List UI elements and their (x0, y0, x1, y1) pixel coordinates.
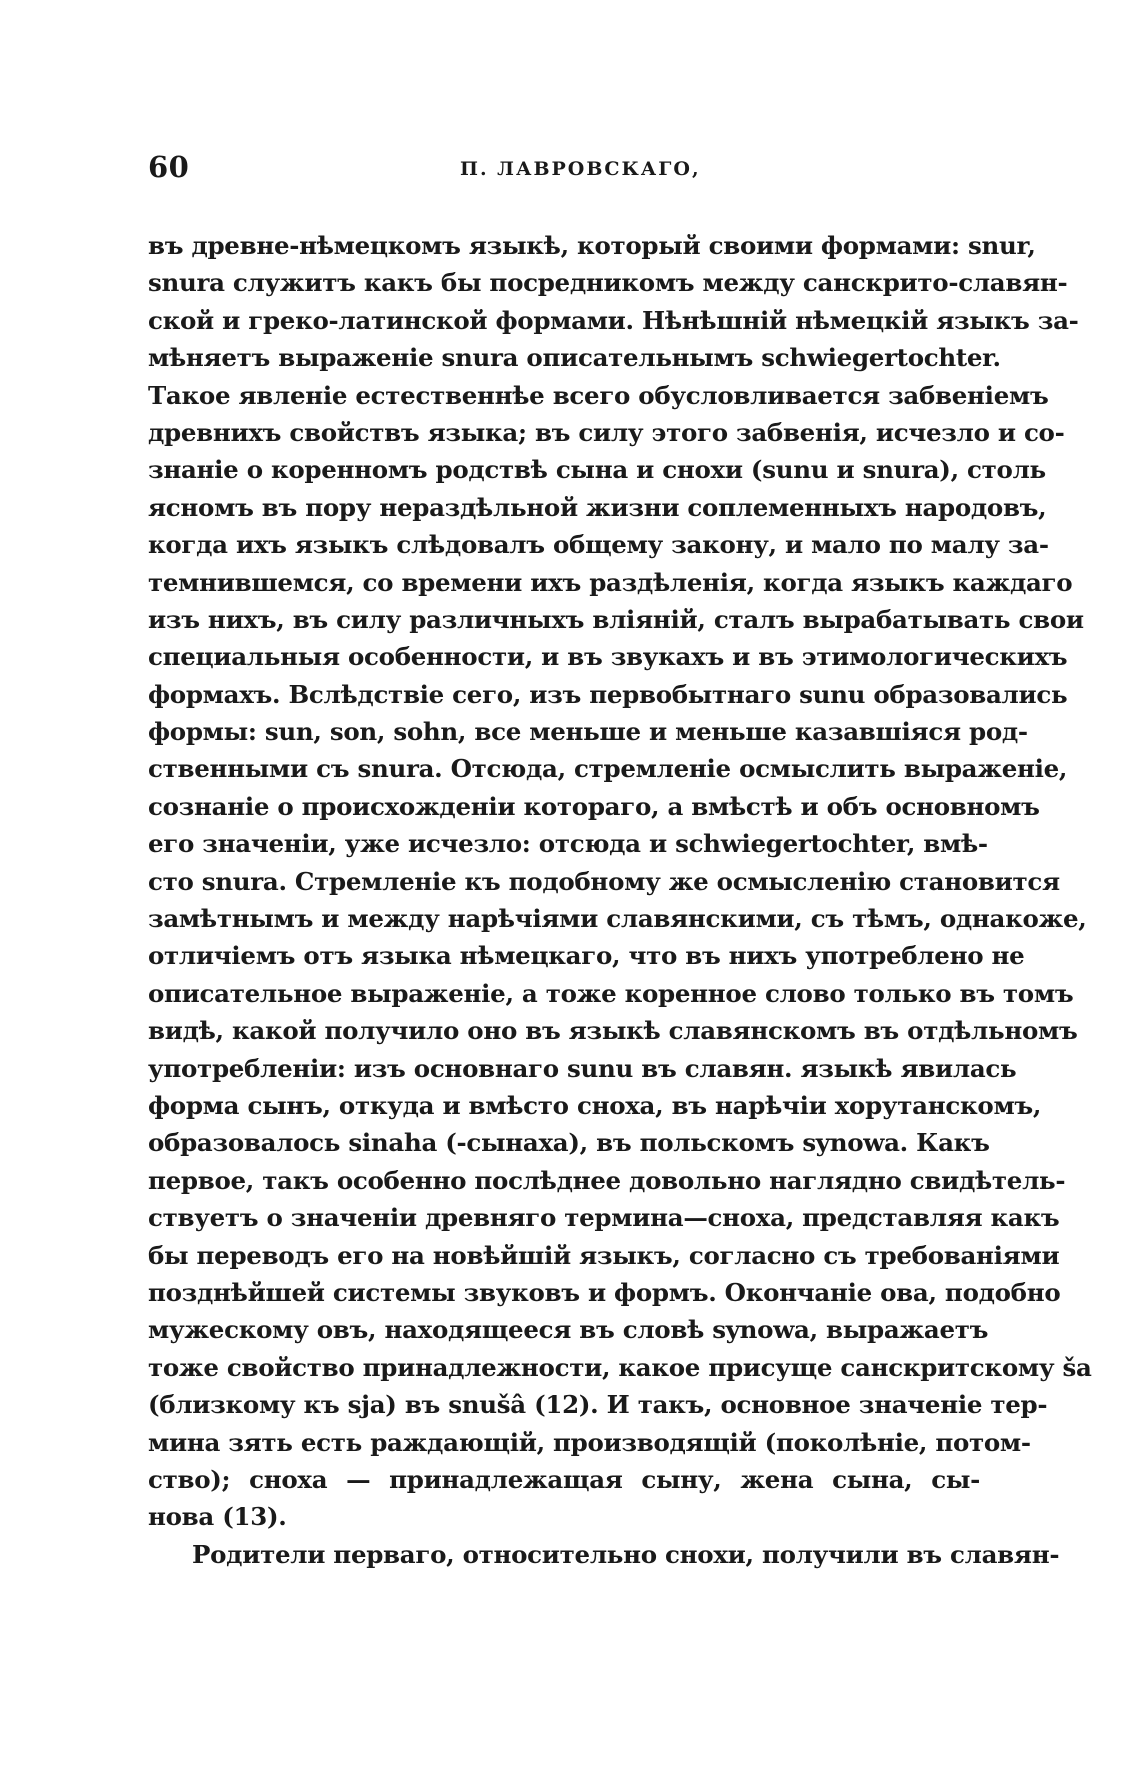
text-line: ственными съ snura. Отсюда, стремленіе осмыслить выраженіе, (148, 754, 1068, 784)
text-line: отличіемъ отъ языка нѣмецкаго, что въ нихъ употреблено не (148, 941, 1025, 971)
text-line: позднѣйшей системы звуковъ и формъ. Окончаніе ова, подобно (148, 1277, 1061, 1307)
text-line: сознаніе о происхожденіи котораго, а вмѣстѣ и объ основномъ (148, 791, 1040, 821)
text-line: форма сынъ, откуда и вмѣсто сноха, въ нарѣчіи хорутанскомъ, (148, 1090, 1042, 1120)
text-line: ство); сноха — принадлежащая сыну, жена сына, сы- (148, 1464, 980, 1494)
text-line: бы переводъ его на новѣйшій языкъ, согласно съ требованіями (148, 1240, 1060, 1270)
text-line: образовалось sinaha (-сынаха), въ польскомъ synowa. Какъ (148, 1128, 990, 1158)
text-line: формахъ. Вслѣдствіе сего, изъ первобытнаго sunu образовались (148, 679, 1068, 709)
text-line: древнихъ свойствъ языка; въ силу этого забвенія, исчезло и со- (148, 417, 1065, 447)
body-text (148, 227, 1092, 1573)
text-line-paragraph-start: Родители перваго, относительно снохи, получили въ славян- (192, 1539, 1060, 1569)
text-line: snura служитъ какъ бы посредникомъ между санскрито-славян- (148, 268, 1068, 298)
text-line: специальныя особенности, и въ звукахъ и въ этимологическихъ (148, 642, 1068, 672)
text-line: темнившемся, со времени ихъ раздѣленія, когда языкъ каждаго (148, 567, 1073, 597)
page-number: 60 (148, 150, 190, 184)
text-line: его значеніи, уже исчезло: отсюда и schwiegertochter, вмѣ- (148, 829, 988, 859)
text-line: когда ихъ языкъ слѣдовалъ общему закону, и мало по малу за- (148, 530, 1049, 560)
text-line: мужескому овъ, находящееся въ словѣ synowa, выражаетъ (148, 1315, 989, 1345)
text-line: тоже свойство принадлежности, какое присуще санскритскому ša (148, 1352, 1092, 1382)
text-line: употребленіи: изъ основнаго sunu въ славян. языкѣ явилась (148, 1053, 1017, 1083)
text-line: ской и греко-латинской формами. Нѣнѣшній нѣмецкій языкъ за- (148, 305, 1079, 335)
text-line: описательное выраженіе, а тоже коренное слово только въ томъ (148, 978, 1074, 1008)
text-line: замѣтнымъ и между нарѣчіями славянскими, съ тѣмъ, однакоже, (148, 904, 1087, 934)
text-line: ствуетъ о значеніи древняго термина—сноха, представляя какъ (148, 1203, 1060, 1233)
text-line-paragraph-end: нова (13). (148, 1502, 287, 1532)
text-line: (близкому къ sja) въ snušâ (12). И такъ, основное значеніе тер- (148, 1390, 1048, 1420)
text-line: формы: sun, son, sohn, все меньше и меньше казавшіяся род- (148, 717, 1028, 747)
page-header (148, 150, 978, 190)
text-line: мина зять есть раждающій, производящій (поколѣніе, потом- (148, 1427, 1031, 1457)
text-line: изъ нихъ, въ силу различныхъ вліяній, сталъ вырабатывать свои (148, 604, 1084, 634)
text-line: мѣняетъ выраженіе snura описательнымъ schwiegertochter. (148, 343, 1001, 373)
text-line: ясномъ въ пору нераздѣльной жизни соплеменныхъ народовъ, (148, 492, 1047, 522)
text-line: видѣ, какой получило оно въ языкѣ славянскомъ въ отдѣльномъ (148, 1016, 1078, 1046)
text-line: сто snura. Стремленіе къ подобному же осмысленію становится (148, 866, 1060, 896)
text-line: первое, такъ особенно послѣднее довольно наглядно свидѣтель- (148, 1165, 1066, 1195)
text-line: Такое явленіе естественнѣе всего обусловливается забвеніемъ (148, 380, 1049, 410)
text-line: въ древне-нѣмецкомъ языкѣ, который своими формами: snur, (148, 231, 1036, 260)
text-line: знаніе о коренномъ родствѣ сына и снохи (sunu и snura), столь (148, 455, 1046, 485)
running-head: П. ЛАВРОВСКАГО, (460, 158, 701, 180)
